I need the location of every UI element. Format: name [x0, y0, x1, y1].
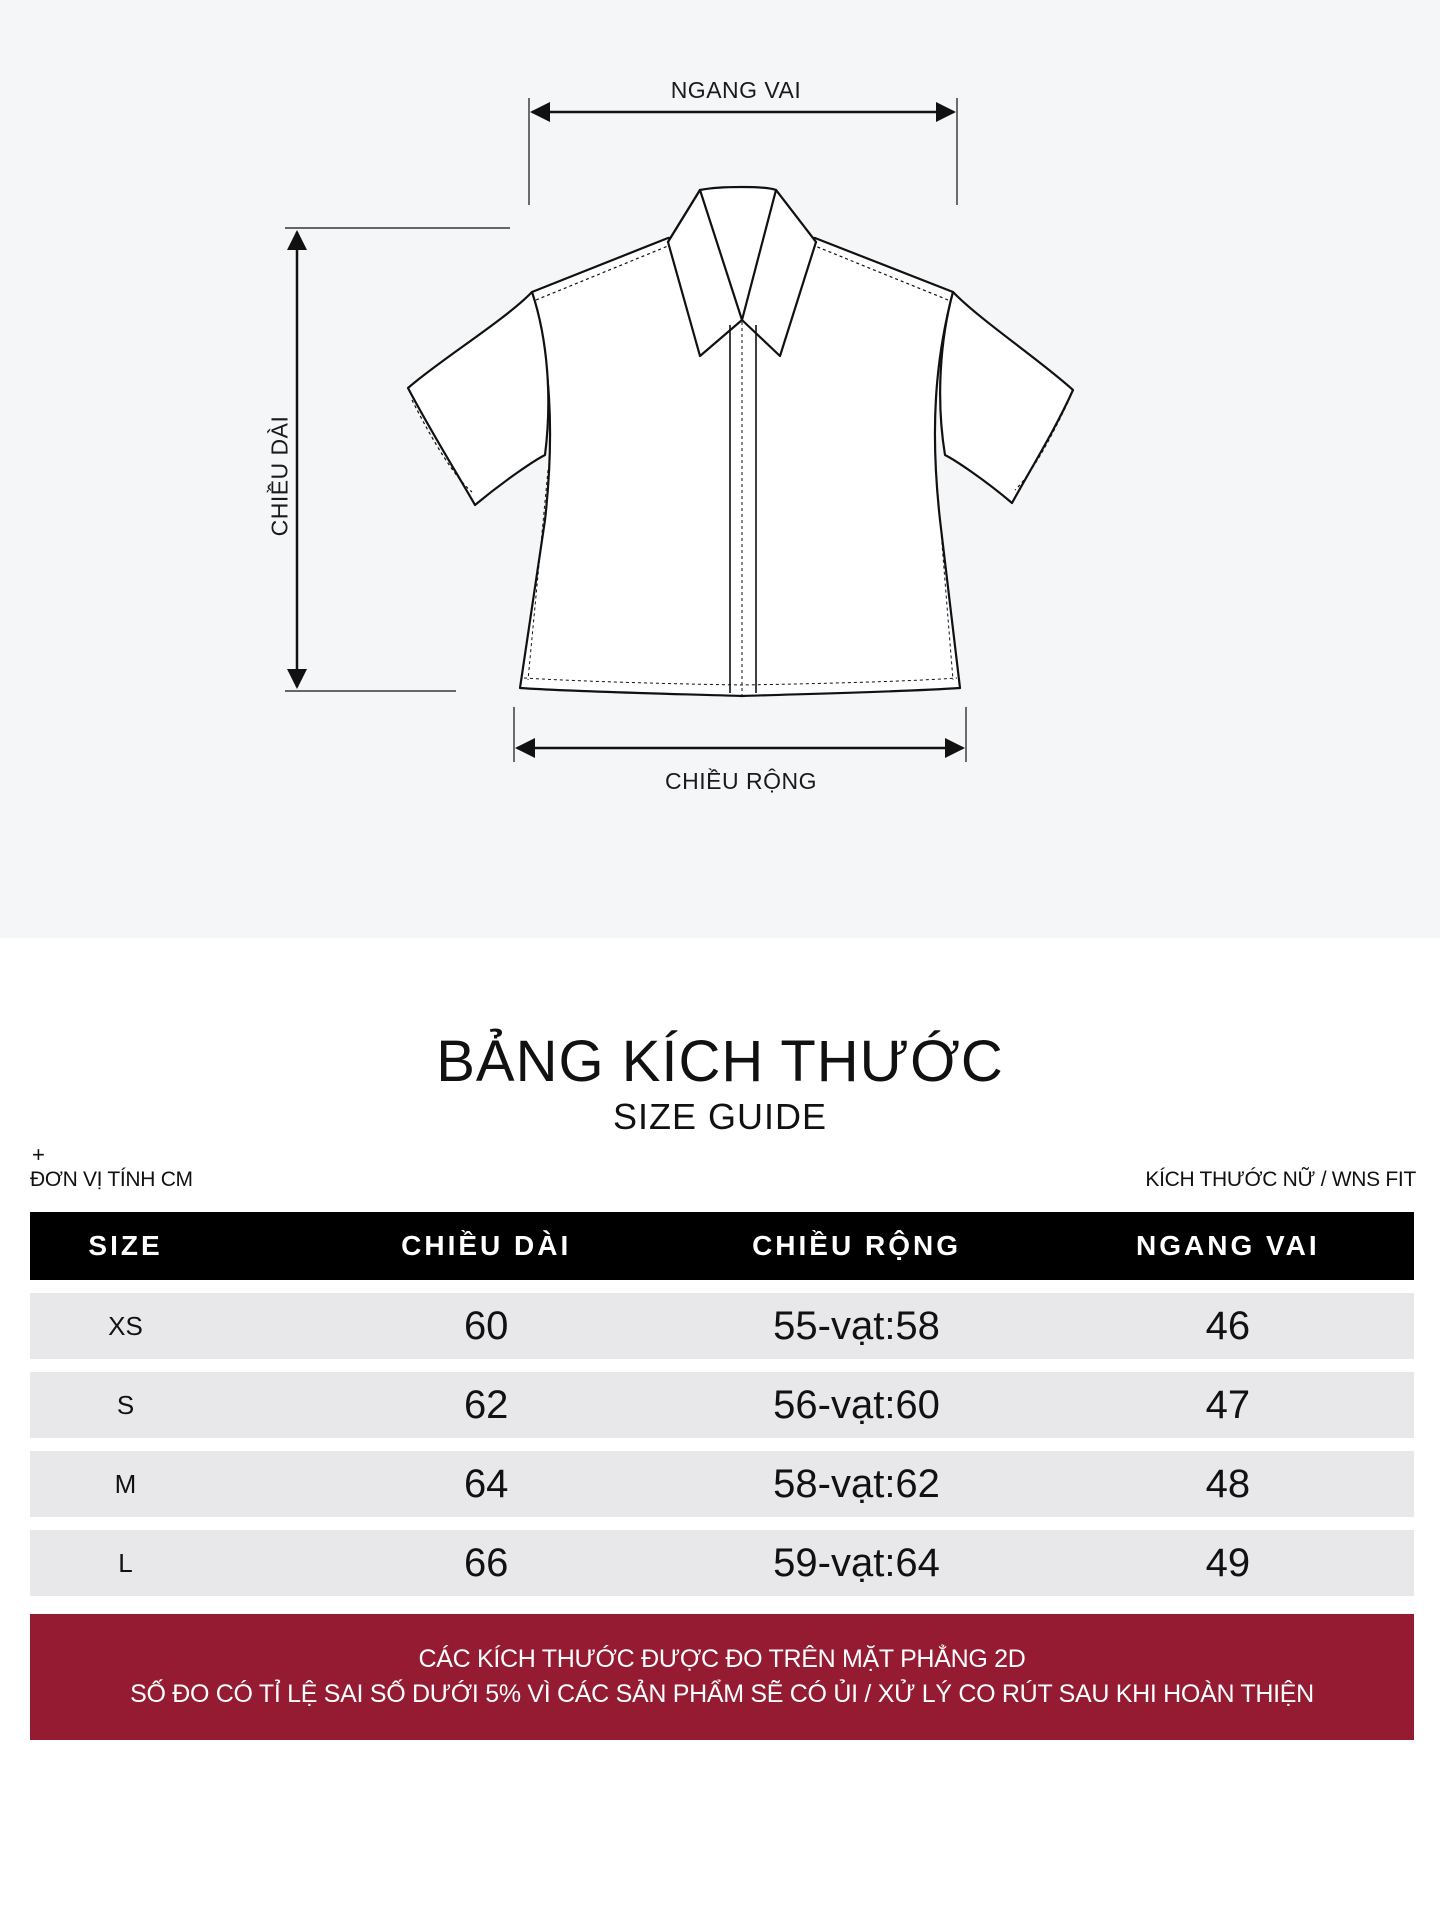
width-measure-line [514, 707, 966, 762]
table-row [30, 1372, 1414, 1438]
cell-shoulder: 48 [1205, 1461, 1251, 1506]
table-row [30, 1530, 1414, 1596]
unit-note: ĐƠN VỊ TÍNH CM [30, 1168, 193, 1191]
table-row [30, 1293, 1414, 1359]
cell-length: 60 [463, 1303, 509, 1348]
table-header [30, 1212, 1414, 1280]
fit-note: KÍCH THƯỚC NỮ / WNS FIT [1145, 1168, 1416, 1191]
page-subtitle: SIZE GUIDE [612, 1096, 828, 1137]
cell-size: XS [108, 1310, 143, 1341]
header-width: CHIỀU RỘNG [752, 1230, 961, 1261]
header-shoulder: NGANG VAI [1136, 1230, 1320, 1261]
table-row [30, 1451, 1414, 1517]
cell-shoulder: 46 [1205, 1303, 1251, 1348]
size-table [30, 1212, 1414, 1596]
cell-width: 55-vạt:58 [773, 1303, 940, 1348]
width-label: CHIỀU RỘNG [665, 768, 817, 794]
disclaimer-line-1: CÁC KÍCH THƯỚC ĐƯỢC ĐO TRÊN MẶT PHẲNG 2D [418, 1645, 1026, 1673]
shoulder-label: NGANG VAI [670, 77, 802, 103]
short-sleeve-shirt-icon [408, 187, 1073, 696]
measurement-diagram [0, 0, 1440, 938]
header-size: SIZE [88, 1230, 163, 1261]
cell-width: 58-vạt:62 [773, 1461, 940, 1506]
cell-shoulder: 47 [1205, 1382, 1251, 1427]
disclaimer-line-2: SỐ ĐO CÓ TỈ LỆ SAI SỐ DƯỚI 5% VÌ CÁC SẢN PHẨM SẼ CÓ ỦI / XỬ LÝ CO RÚT SAU KHI HOÀN THIỆN [130, 1680, 1314, 1708]
cell-length: 62 [463, 1382, 509, 1427]
cell-size: L [118, 1547, 133, 1578]
shirt-diagram-svg [0, 0, 1440, 938]
cell-width: 59-vạt:64 [773, 1540, 940, 1585]
cell-length: 66 [463, 1540, 509, 1585]
cell-shoulder: 49 [1205, 1540, 1251, 1585]
cell-length: 64 [463, 1461, 509, 1506]
page-title: BẢNG KÍCH THƯỚC [436, 1029, 1004, 1094]
plus-marker: + [32, 1142, 45, 1167]
disclaimer-banner [30, 1614, 1414, 1740]
cell-size: M [114, 1468, 137, 1499]
length-label: CHIỀU DÀI [266, 415, 293, 537]
cell-width: 56-vạt:60 [773, 1382, 940, 1427]
header-length: CHIỀU DÀI [401, 1230, 572, 1261]
cell-size: S [116, 1389, 135, 1420]
